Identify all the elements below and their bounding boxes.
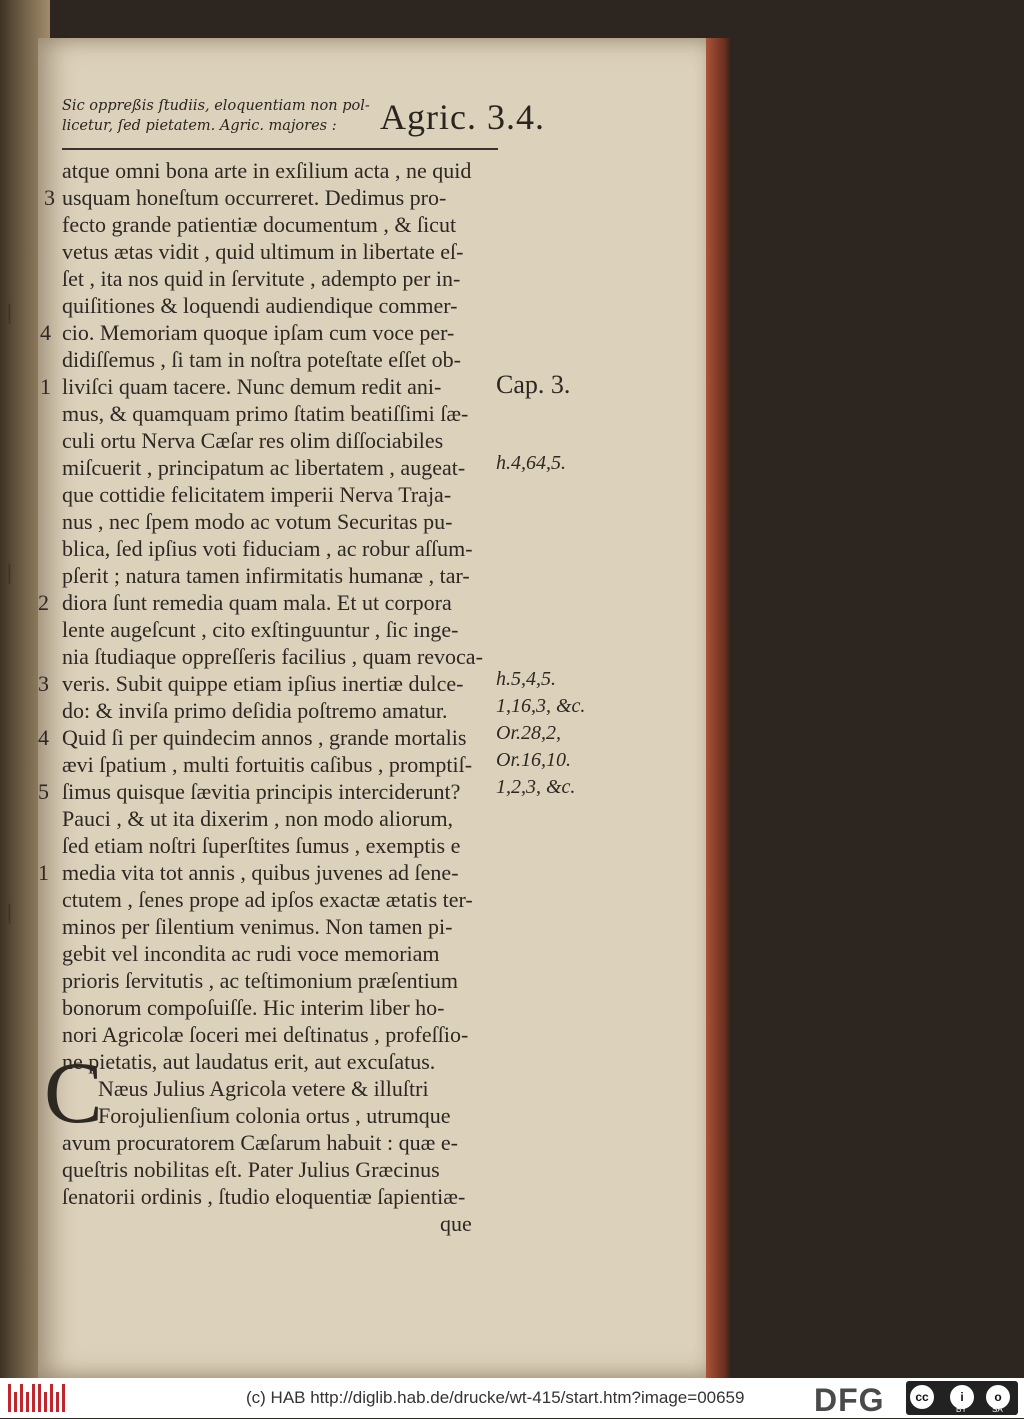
text-line: usquam honeſtum occurreret. Dedimus pro-: [62, 185, 447, 210]
text-line: fecto grande patientiæ documentum , & ſicut: [62, 212, 457, 237]
by-icon: i: [950, 1385, 974, 1409]
text-line: nus , nec ſpem modo ac votum Securitas pu-: [62, 509, 453, 534]
text-line: prioris ſervitutis , ac teſtimonium præſentium: [62, 968, 458, 993]
text-line: ſet , ita nos quid in ſervitute , adempto per in-: [62, 266, 461, 291]
text-line: nori Agricolæ ſoceri mei deſtinatus , profeſſio-: [62, 1022, 469, 1047]
text-line: ne pietatis, aut laudatus erit, aut excuſatus.: [62, 1049, 436, 1074]
margin-note: 1,2,3, &c.: [496, 776, 576, 798]
text-line: pſerit ; natura tamen infirmitatis humanæ , tar-: [62, 563, 470, 588]
text-line: miſcuerit , principatum ac libertatem , augeat-: [62, 455, 466, 480]
text-line: mus, & quamquam primo ſtatim beatiſſimi ſæ-: [62, 401, 469, 426]
margin-note: Or.28,2,: [496, 722, 562, 744]
footer-bar: [0, 1378, 1024, 1418]
chapter-note: Cap. 3.: [496, 370, 571, 399]
text-line: media vita tot annis , quibus juvenes ad ſene-: [62, 860, 459, 885]
facing-page-edge: | | |: [0, 0, 50, 1378]
text-line: avum procuratorem Cæſarum habuit : quæ e-: [62, 1130, 458, 1155]
cc-icon: cc: [910, 1385, 934, 1409]
text-line: cio. Memoriam quoque ipſam cum voce per-: [62, 320, 455, 345]
text-line: culi ortu Nerva Cæſar res olim diſſociabiles: [62, 428, 444, 453]
text-line: queſtris nobilitas eſt. Pater Julius Græcinus: [62, 1157, 440, 1182]
page-header-note: [62, 96, 382, 136]
text-line: ſed etiam noſtri ſuperſtites ſumus , exemptis e: [62, 833, 461, 858]
text-line: minos per ſilentium venimus. Non tamen pi-: [62, 914, 453, 939]
text-line: ſimus quisque ſævitia principis interciderunt?: [62, 779, 461, 804]
text-line: diora ſunt remedia quam mala. Et ut corpora: [62, 590, 452, 615]
text-line: vetus ætas vidit , quid ultimum in libertate eſ-: [62, 239, 464, 264]
text-line: veris. Subit quippe etiam ipſius inertiæ dulce-: [62, 671, 464, 696]
running-head: Agric. 3.4.: [380, 97, 545, 137]
margin-number: 4: [40, 320, 51, 345]
margin-number: 3: [44, 185, 55, 210]
margin-number: 1: [38, 860, 49, 885]
text-line: blica, ſed ipſius voti fiduciam , ac robur aſſum-: [62, 536, 473, 561]
margin-number: 4: [38, 725, 49, 750]
text-line: Pauci , & ut ita dixerim , non modo aliorum,: [62, 806, 454, 831]
margin-number: 2: [38, 590, 49, 615]
text-line: lente augeſcunt , cito exſtinguuntur , ſic inge-: [62, 617, 459, 642]
text-line: bonorum compoſuiſſe. Hic interim liber ho-: [62, 995, 445, 1020]
by-label: BY: [956, 1405, 967, 1414]
page-edge-red: [706, 38, 730, 1378]
text-line: ſenatorii ordinis , ſtudio eloquentiæ ſapientiæ-: [62, 1184, 466, 1209]
text-line: gebit vel incondita ac rudi voce memoriam: [62, 941, 440, 966]
text-line: Quid ſi per quindecim annos , grande mortalis: [62, 725, 467, 750]
header-rule: [62, 148, 498, 150]
catchword: que: [440, 1211, 472, 1236]
margin-note: h.5,4,5.: [496, 668, 556, 690]
text-line: que cottidie felicitatem imperii Nerva Traja-: [62, 482, 452, 507]
text-line: quiſitiones & loquendi audiendique commer-: [62, 293, 458, 318]
sa-label: SA: [992, 1405, 1003, 1414]
margin-number: 1: [40, 374, 51, 399]
text-line: nia ſtudiaque oppreſſeris facilius , quam revoca-: [62, 644, 483, 669]
margin-note: 1,16,3, &c.: [496, 695, 586, 717]
cc-license-badge[interactable]: [906, 1381, 1018, 1415]
drop-capital: C: [44, 1045, 103, 1142]
sa-icon: o: [986, 1385, 1010, 1409]
attribution-link[interactable]: (c) HAB http://diglib.hab.de/drucke/wt-415/start.htm?image=00659: [246, 1388, 745, 1407]
text-line: Næus Julius Agricola vetere & illuſtri: [98, 1076, 429, 1101]
margin-number: 3: [38, 671, 49, 696]
text-line: ævi ſpatium , multi fortuitis caſibus , promptiſ-: [62, 752, 473, 777]
text-line: ctutem , ſenes prope ad ipſos exactæ ætatis ter-: [62, 887, 473, 912]
hab-barcode-logo: [8, 1384, 65, 1412]
header-note-line-1: Sic oppreßis ſtudiis, eloquentiam non pol-: [62, 98, 370, 114]
header-note-line-2: licetur, ſed pietatem. Agric. majores :: [62, 118, 337, 134]
dfg-logo: DFG: [814, 1382, 885, 1418]
margin-note: Or.16,10.: [496, 749, 572, 771]
margin-note: h.4,64,5.: [496, 452, 566, 474]
text-line: Forojulienſium colonia ortus , utrumque: [98, 1103, 451, 1128]
scan-background-right: [730, 0, 1024, 1378]
text-line: do: & inviſa primo deſidia poſtremo amatur.: [62, 698, 448, 723]
text-line: atque omni bona arte in exſilium acta , ne quid: [62, 158, 472, 183]
margin-number: 5: [38, 779, 49, 804]
text-line: didiſſemus , ſi tam in noſtra poteſtate eſſet ob-: [62, 347, 461, 372]
text-line: liviſci quam tacere. Nunc demum redit ani-: [62, 374, 442, 399]
